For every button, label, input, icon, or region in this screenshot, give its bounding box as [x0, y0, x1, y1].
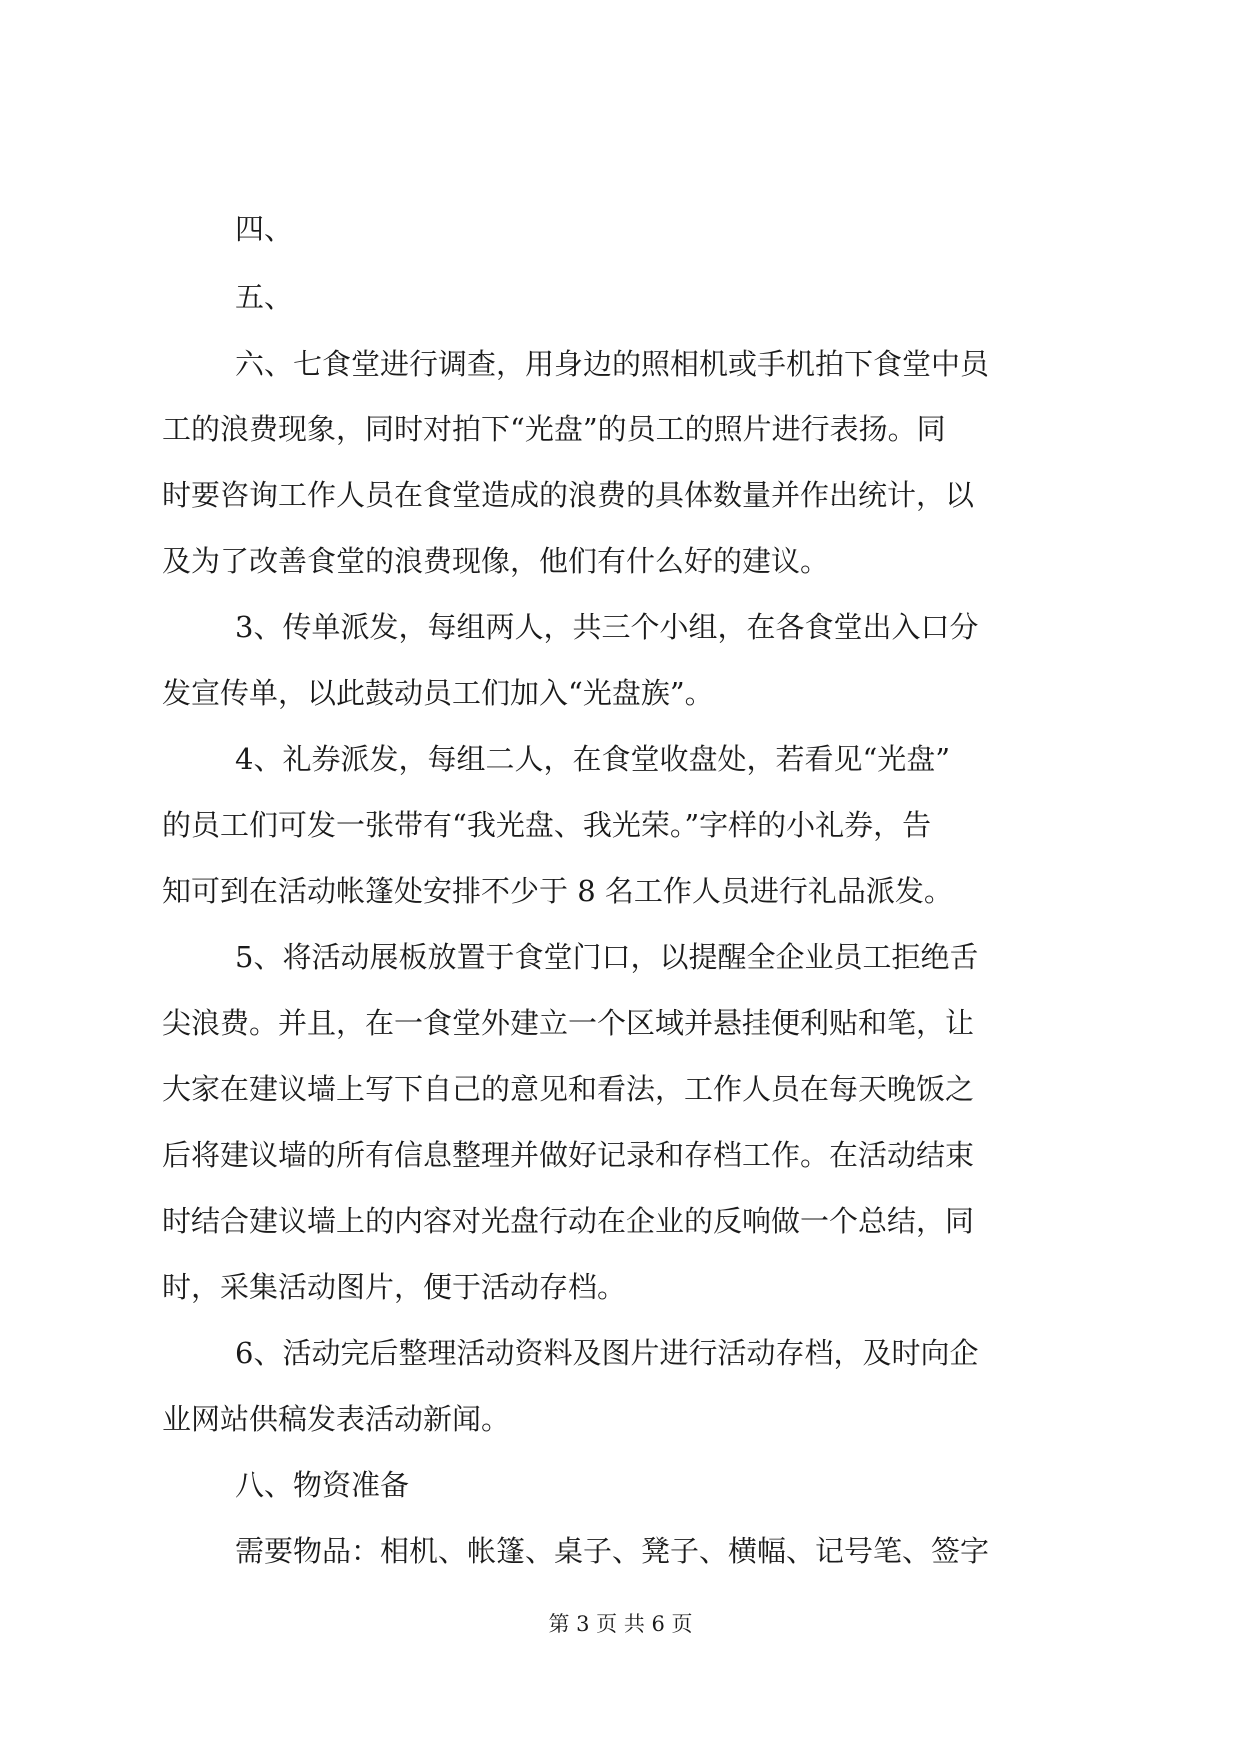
text-line: 的员工们可发一张带有“我光盘、我光荣。”字样的小礼券，告: [162, 808, 932, 842]
text-line: 工的浪费现象，同时对拍下“光盘”的员工的照片进行表扬。同: [162, 412, 946, 446]
text-line: 后将建议墙的所有信息整理并做好记录和存档工作。在活动结束: [162, 1138, 975, 1172]
text-line: 五、: [235, 280, 294, 314]
page-number: 第 3 页 共 6 页: [548, 1612, 693, 1636]
text-line: 四、: [235, 212, 294, 246]
text-line: 业网站供稿发表活动新闻。: [162, 1402, 511, 1436]
text-line: 4、礼券派发，每组二人，在食堂收盘处，若看见“光盘”: [235, 742, 951, 776]
text-line: 6、活动完后整理活动资料及图片进行活动存档，及时向企: [235, 1336, 979, 1370]
text-line: 时结合建议墙上的内容对光盘行动在企业的反响做一个总结，同: [162, 1204, 975, 1238]
text-line: 时要咨询工作人员在食堂造成的浪费的具体数量并作出统计，以: [162, 478, 975, 512]
text-line: 大家在建议墙上写下自己的意见和看法，工作人员在每天晚饭之: [162, 1072, 975, 1106]
text-line: 知可到在活动帐篷处安排不少于 8 名工作人员进行礼品派发。: [162, 874, 953, 908]
text-line: 尖浪费。并且，在一食堂外建立一个区域并悬挂便利贴和笔，让: [162, 1006, 975, 1040]
page-footer: [0, 1610, 1241, 1638]
text-line: 需要物品：相机、帐篷、桌子、凳子、横幅、记号笔、签字: [235, 1534, 990, 1568]
text-line: 六、七食堂进行调查，用身边的照相机或手机拍下食堂中员: [235, 347, 990, 381]
text-line: 发宣传单，以此鼓动员工们加入“光盘族”。: [162, 676, 714, 710]
text-line: 5、将活动展板放置于食堂门口，以提醒全企业员工拒绝舌: [235, 940, 979, 974]
text-line: 时，采集活动图片，便于活动存档。: [162, 1270, 627, 1304]
text-line: 及为了改善食堂的浪费现像，他们有什么好的建议。: [162, 544, 830, 578]
section-heading: 八、物资准备: [235, 1468, 410, 1502]
text-line: 3、传单派发，每组两人，共三个小组，在各食堂出入口分: [235, 610, 979, 644]
